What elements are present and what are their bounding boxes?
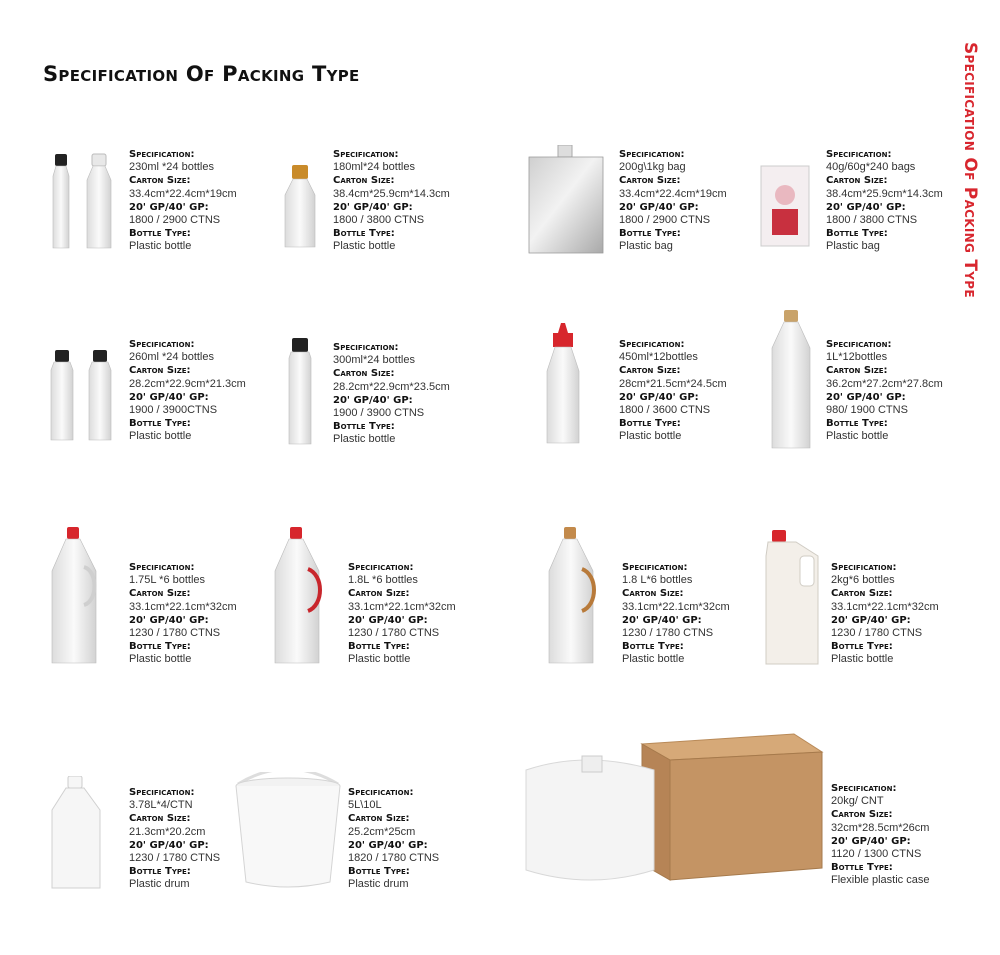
1.8l-bottle-red-handle-image — [272, 527, 328, 667]
carton-value: 32cm*28.5cm*26cm — [831, 821, 930, 834]
gp-label: 20' GP/40' GP: — [129, 839, 209, 851]
1.75l-bottle-red-cap-image — [50, 527, 100, 667]
carton-label: Carton Size: — [348, 588, 410, 600]
carton-value: 33.4cm*22.4cm*19cm — [129, 187, 237, 200]
type-label: Bottle Type: — [129, 641, 191, 653]
gp-label: 20' GP/40' GP: — [831, 614, 911, 626]
spec-label: Specification: — [831, 562, 897, 573]
spec-block-180ml — [333, 148, 450, 254]
carton-label: Carton Size: — [619, 365, 681, 377]
spec-label: Specification: — [129, 562, 195, 573]
type-value: Plastic bottle — [826, 430, 889, 443]
type-label: Bottle Type: — [129, 866, 191, 878]
spec-label: Specification: — [129, 339, 195, 350]
type-value: Plastic bottle — [619, 430, 682, 443]
gp-value: 980/ 1900 CTNS — [826, 404, 908, 417]
spec-value: 1.75L *6 bottles — [129, 574, 206, 587]
carton-label: Carton Size: — [129, 175, 191, 187]
spec-label: Specification: — [619, 149, 685, 160]
gp-label: 20' GP/40' GP: — [129, 391, 209, 403]
spec-block-1l — [826, 338, 943, 444]
type-value: Plastic bottle — [333, 433, 396, 446]
carton-label: Carton Size: — [333, 175, 395, 187]
gp-value: 1120 / 1300 CTNS — [831, 848, 922, 861]
carton-value: 33.4cm*22.4cm*19cm — [619, 187, 727, 200]
spec-block-5l — [348, 786, 439, 892]
carton-label: Carton Size: — [333, 368, 395, 380]
type-value: Plastic bottle — [129, 430, 192, 443]
spec-value: 2kg*6 bottles — [831, 574, 895, 587]
spec-block-260ml — [129, 338, 246, 444]
3.78l-drum-image — [50, 776, 104, 890]
bag-in-box-image — [522, 730, 827, 890]
spec-value: 180ml*24 bottles — [333, 161, 415, 174]
carton-label: Carton Size: — [831, 588, 893, 600]
spec-block-1.8l-red — [348, 561, 456, 667]
carton-value: 38.4cm*25.9cm*14.3cm — [333, 187, 450, 200]
type-value: Plastic bottle — [622, 653, 685, 666]
carton-label: Carton Size: — [619, 175, 681, 187]
square-bottle-pair-image — [48, 152, 123, 252]
gp-label: 20' GP/40' GP: — [348, 614, 428, 626]
carton-label: Carton Size: — [826, 365, 888, 377]
type-label: Bottle Type: — [622, 641, 684, 653]
type-label: Bottle Type: — [333, 421, 395, 433]
spec-block-40g-bag — [826, 148, 943, 254]
type-label: Bottle Type: — [129, 418, 191, 430]
gp-label: 20' GP/40' GP: — [826, 391, 906, 403]
spec-block-230ml — [129, 148, 237, 254]
carton-label: Carton Size: — [129, 365, 191, 377]
gp-label: 20' GP/40' GP: — [129, 201, 209, 213]
type-value: Plastic bottle — [129, 240, 192, 253]
carton-value: 28.2cm*22.9cm*23.5cm — [333, 380, 450, 393]
type-label: Bottle Type: — [348, 866, 410, 878]
spec-block-450ml — [619, 338, 727, 444]
gp-value: 1800 / 2900 CTNS — [619, 214, 711, 227]
spec-label: Specification: — [622, 562, 688, 573]
spec-value: 230ml *24 bottles — [129, 161, 214, 174]
spec-block-3.78l — [129, 786, 220, 892]
gp-label: 20' GP/40' GP: — [333, 394, 413, 406]
spec-value: 450ml*12bottles — [619, 351, 698, 364]
gp-value: 1230 / 1780 CTNS — [348, 627, 440, 640]
carton-value: 38.4cm*25.9cm*14.3cm — [826, 187, 943, 200]
spec-label: Specification: — [348, 562, 414, 573]
spec-label: Specification: — [333, 342, 399, 353]
gp-value: 1800 / 3800 CTNS — [333, 214, 425, 227]
gp-value: 1900 / 3900 CTNS — [333, 407, 425, 420]
carton-value: 33.1cm*22.1cm*32cm — [622, 600, 730, 613]
spec-block-1.75l — [129, 561, 237, 667]
5l-pail-image — [232, 772, 344, 890]
carton-label: Carton Size: — [826, 175, 888, 187]
spec-value: 1.8 L*6 bottles — [622, 574, 693, 587]
spec-value: 260ml *24 bottles — [129, 351, 214, 364]
type-label: Bottle Type: — [348, 641, 410, 653]
tall-square-bottle-image — [286, 336, 314, 446]
1l-round-bottle-image — [770, 310, 812, 450]
gp-value: 1900 / 3900CTNS — [129, 404, 218, 417]
type-value: Plastic bottle — [333, 240, 396, 253]
squeeze-bottle-red-nozzle-image — [543, 323, 583, 447]
carton-value: 21.3cm*20.2cm — [129, 825, 206, 838]
type-label: Bottle Type: — [619, 418, 681, 430]
spec-block-1.8l-gold — [622, 561, 730, 667]
side-title: Specification Of Packing Type — [960, 42, 980, 298]
spec-value: 5L\10L — [348, 799, 382, 812]
spec-label: Specification: — [831, 783, 897, 794]
spec-value: 300ml*24 bottles — [333, 354, 415, 367]
gp-value: 1800 / 3800 CTNS — [826, 214, 918, 227]
spec-value: 20kg/ CNT — [831, 795, 884, 808]
gp-value: 1230 / 1780 CTNS — [831, 627, 923, 640]
type-label: Bottle Type: — [831, 641, 893, 653]
type-label: Bottle Type: — [826, 228, 888, 240]
carton-value: 33.1cm*22.1cm*32cm — [831, 600, 939, 613]
carton-value: 28.2cm*22.9cm*21.3cm — [129, 377, 246, 390]
type-label: Bottle Type: — [333, 228, 395, 240]
gp-value: 1230 / 1780 CTNS — [129, 627, 221, 640]
1.8l-bottle-gold-handle-image — [546, 527, 602, 667]
carton-label: Carton Size: — [348, 813, 410, 825]
gp-label: 20' GP/40' GP: — [831, 835, 911, 847]
gp-value: 1820 / 1780 CTNS — [348, 852, 440, 865]
spec-block-200g-bag — [619, 148, 727, 254]
spec-value: 3.78L*4/CTN — [129, 799, 193, 812]
gp-value: 1230 / 1780 CTNS — [622, 627, 714, 640]
type-label: Bottle Type: — [831, 862, 893, 874]
carton-label: Carton Size: — [129, 588, 191, 600]
type-value: Plastic bottle — [348, 653, 411, 666]
type-value: Plastic drum — [129, 878, 190, 891]
foil-spout-pouch-image — [525, 145, 607, 255]
spec-block-20kg — [831, 782, 929, 888]
spec-block-300ml — [333, 341, 450, 447]
carton-label: Carton Size: — [129, 813, 191, 825]
gp-label: 20' GP/40' GP: — [619, 201, 699, 213]
gp-label: 20' GP/40' GP: — [619, 391, 699, 403]
gp-label: 20' GP/40' GP: — [826, 201, 906, 213]
spec-label: Specification: — [826, 339, 892, 350]
gp-label: 20' GP/40' GP: — [622, 614, 702, 626]
carton-value: 36.2cm*27.2cm*27.8cm — [826, 377, 943, 390]
spec-label: Specification: — [129, 787, 195, 798]
carton-value: 25.2cm*25cm — [348, 825, 416, 838]
spec-label: Specification: — [348, 787, 414, 798]
spec-label: Specification: — [333, 149, 399, 160]
page-title: Specification Of Packing Type — [43, 62, 360, 86]
spec-value: 1.8L *6 bottles — [348, 574, 418, 587]
type-value: Plastic drum — [348, 878, 409, 891]
type-value: Plastic bottle — [831, 653, 894, 666]
gp-label: 20' GP/40' GP: — [129, 614, 209, 626]
spec-label: Specification: — [826, 149, 892, 160]
carton-value: 28cm*21.5cm*24.5cm — [619, 377, 727, 390]
type-value: Plastic bag — [826, 240, 880, 253]
carton-value: 33.1cm*22.1cm*32cm — [348, 600, 456, 613]
carton-label: Carton Size: — [831, 809, 893, 821]
square-bottle-pair-black-cap-image — [48, 348, 116, 444]
spec-value: 40g/60g*240 bags — [826, 161, 916, 174]
round-bottle-gold-cap-image — [280, 163, 320, 253]
spec-value: 1L*12bottles — [826, 351, 888, 364]
carton-value: 33.1cm*22.1cm*32cm — [129, 600, 237, 613]
carton-label: Carton Size: — [622, 588, 684, 600]
type-value: Flexible plastic case — [831, 874, 930, 887]
spec-label: Specification: — [129, 149, 195, 160]
gp-value: 1800 / 3600 CTNS — [619, 404, 711, 417]
spec-label: Specification: — [619, 339, 685, 350]
type-label: Bottle Type: — [619, 228, 681, 240]
sachet-bag-image — [760, 165, 810, 247]
spec-block-2kg — [831, 561, 939, 667]
type-value: Plastic bottle — [129, 653, 192, 666]
gp-label: 20' GP/40' GP: — [348, 839, 428, 851]
type-label: Bottle Type: — [129, 228, 191, 240]
gp-value: 1800 / 2900 CTNS — [129, 214, 221, 227]
type-value: Plastic bag — [619, 240, 673, 253]
gp-label: 20' GP/40' GP: — [333, 201, 413, 213]
spec-value: 200g\1kg bag — [619, 161, 686, 174]
type-label: Bottle Type: — [826, 418, 888, 430]
2kg-white-jug-image — [764, 530, 822, 666]
gp-value: 1230 / 1780 CTNS — [129, 852, 221, 865]
